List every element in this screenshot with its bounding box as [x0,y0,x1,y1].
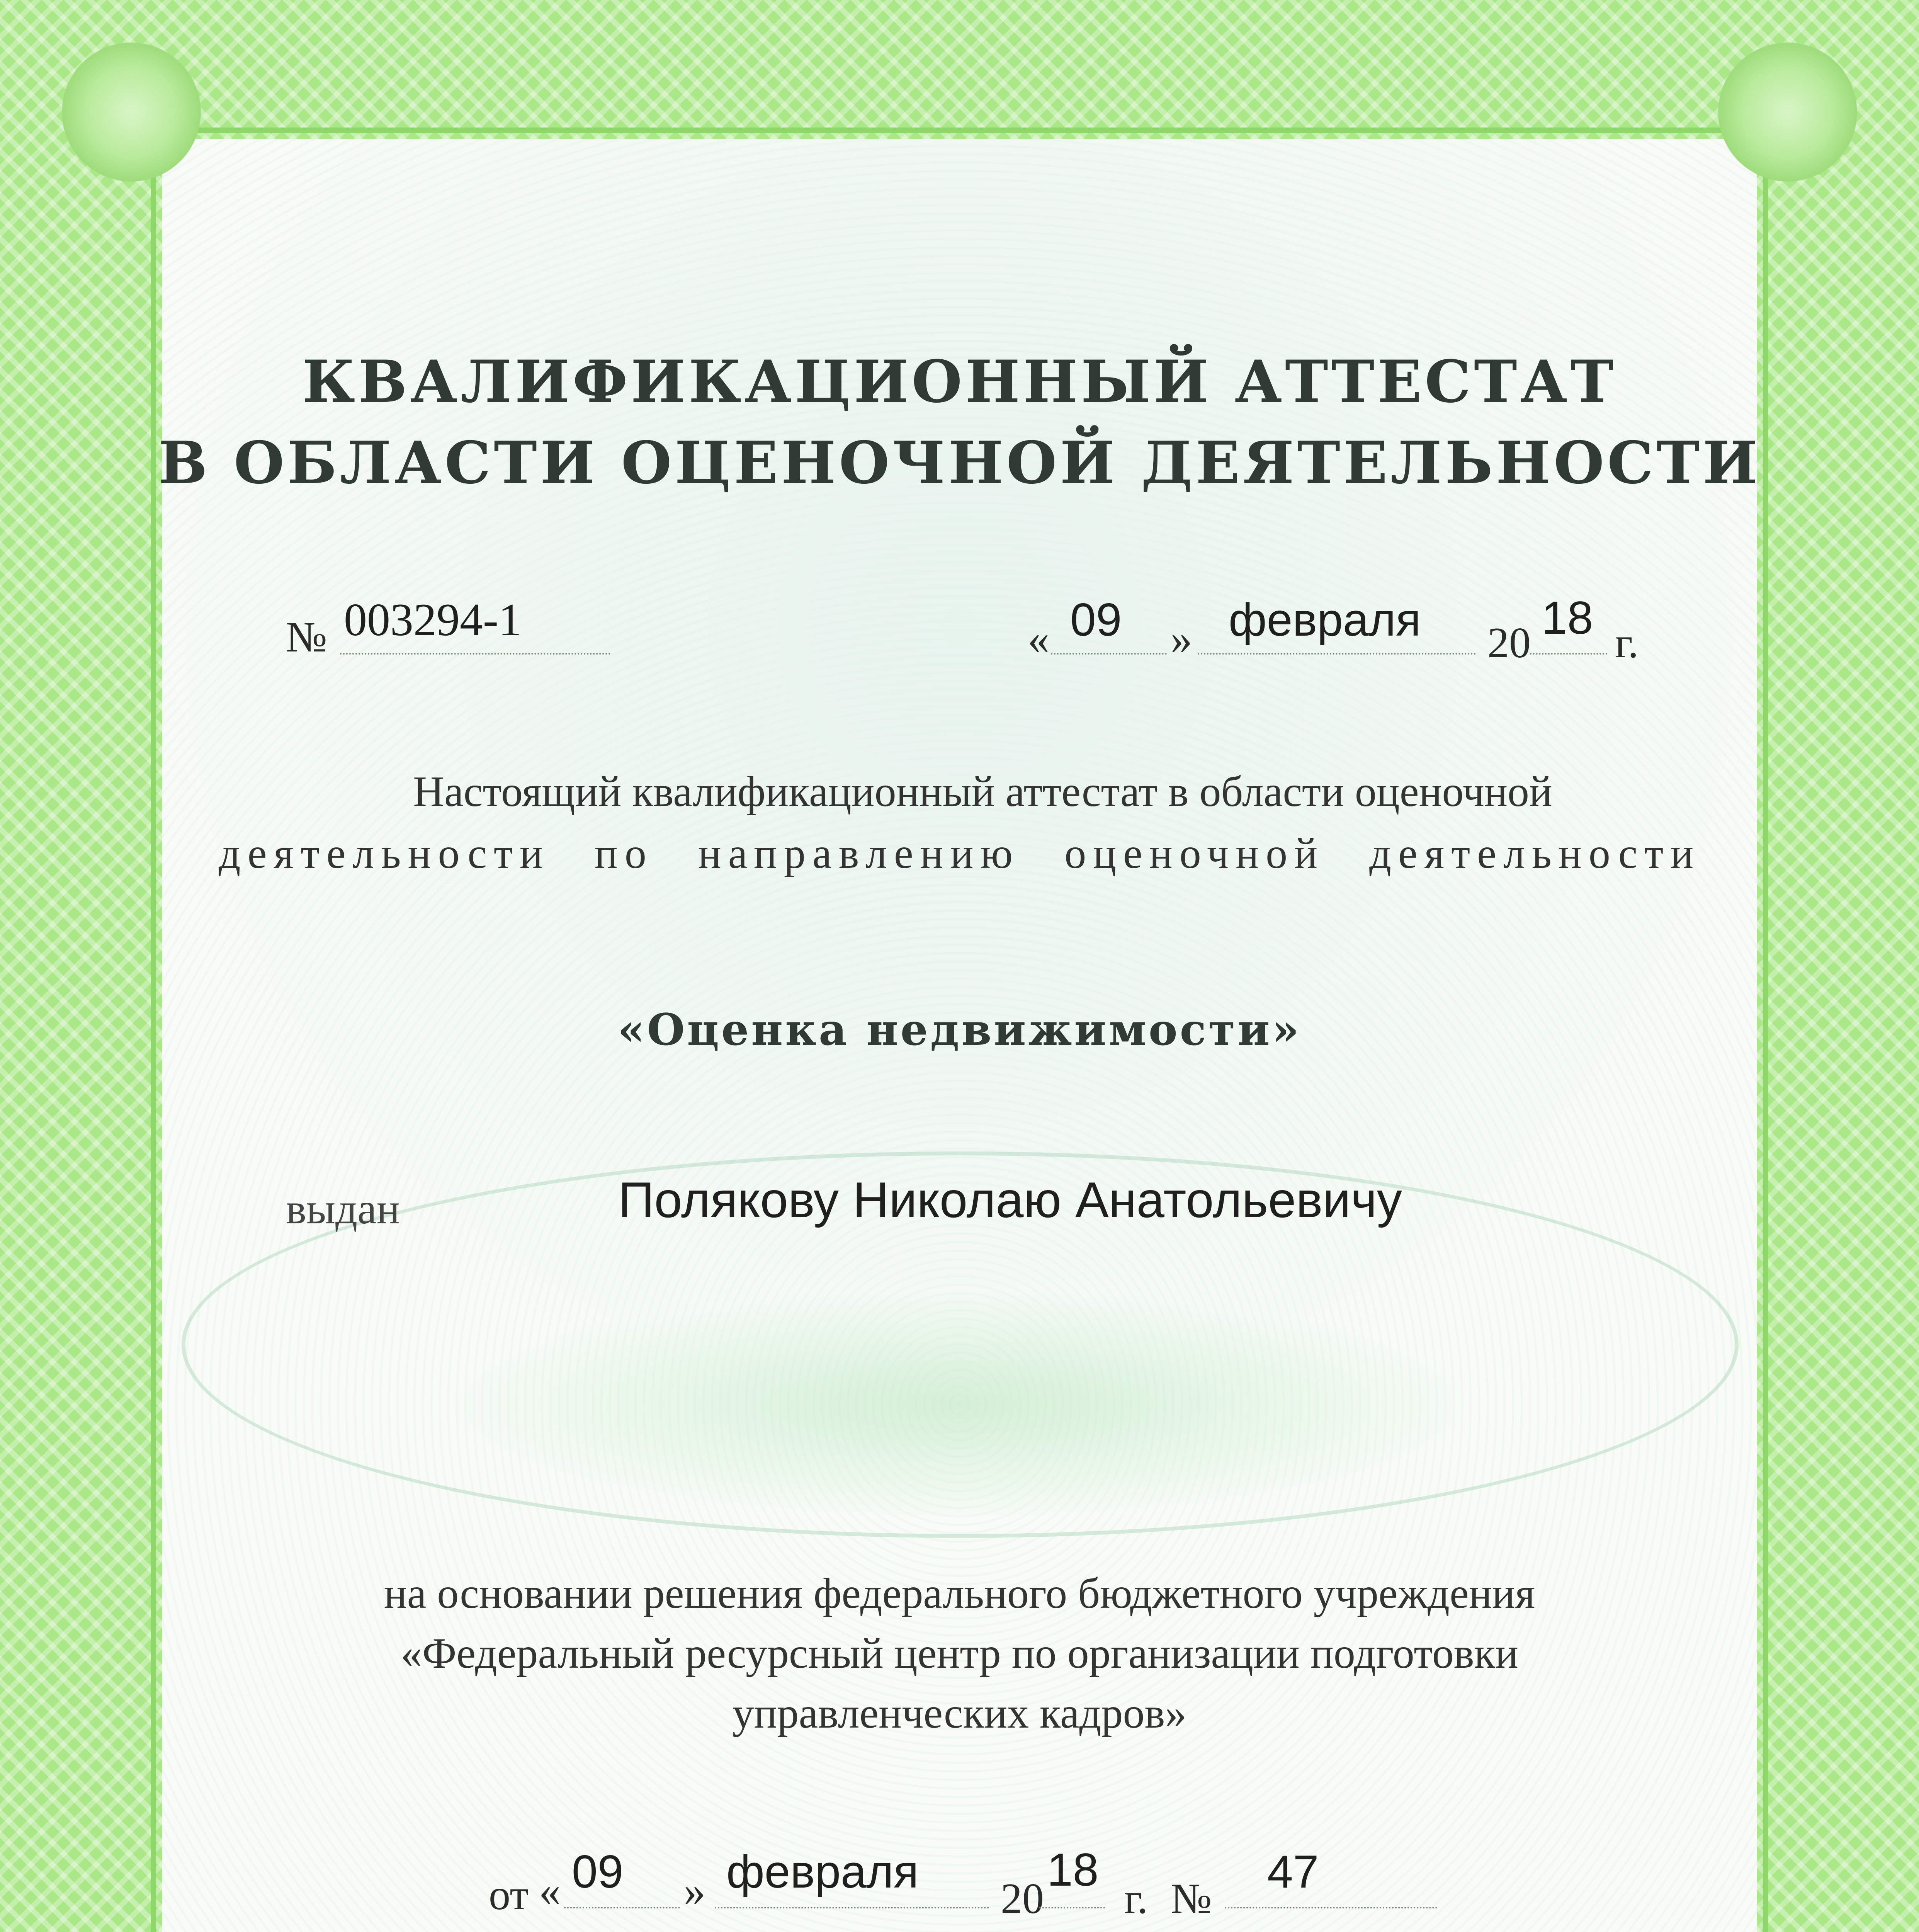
assessment-direction: «Оценка недвижимости» [617,1005,1302,1055]
corner-ornament-top-left [62,43,201,182]
issued-label: выдан [286,1185,400,1233]
decision-from-label: от [489,1871,529,1919]
date-month: февраля [1229,594,1421,646]
basis-line-3: управленческих кадров» [732,1689,1187,1737]
intro-line-1: Настоящий квалификационный аттестат в области оценочной [413,768,1552,816]
date-day-underline [1051,653,1167,655]
decision-year-underline [1039,1907,1105,1908]
date-year-label: г. [1615,619,1639,667]
date-year-prefix: 20 [1487,619,1531,667]
decision-number-underline [1225,1907,1437,1908]
title-line-1: КВАЛИФИКАЦИОННЫЙ АТТЕСТАТ [302,348,1617,416]
decision-day-underline [564,1907,680,1908]
number-underline [340,653,610,655]
decision-number: 47 [1267,1846,1319,1898]
date-year-underline [1530,653,1607,655]
decision-close-quote: » [684,1867,705,1915]
date-year-suffix: 18 [1542,592,1593,644]
corner-ornament-top-right [1718,43,1857,182]
decision-open-quote: « [539,1867,561,1915]
certificate-number: 003294-1 [344,594,522,645]
date-day: 09 [1070,594,1122,646]
date-month-underline [1198,653,1476,655]
decision-number-label: № [1171,1875,1212,1923]
basis-line-2: «Федеральный ресурсный центр по организации подготовки [401,1629,1518,1677]
decision-year-prefix: 20 [1001,1875,1044,1923]
decision-month-underline [715,1907,989,1908]
number-label: № [286,613,327,661]
basis-line-1: на основании решения федерального бюджетного учреждения [384,1570,1535,1617]
holder-name: Полякову Николаю Анатольевичу [618,1172,1402,1228]
date-close-quote: » [1171,615,1192,663]
director-signature [514,1924,1383,1932]
decision-day: 09 [572,1846,624,1898]
intro-line-2: деятельности по направлению оценочной деятельности [218,830,1701,878]
decision-month: февраля [726,1846,919,1898]
title-line-2: В ОБЛАСТИ ОЦЕНОЧНОЙ ДЕЯТЕЛЬНОСТИ [158,429,1761,497]
decision-year-label: г. [1124,1875,1148,1923]
date-open-quote: « [1028,615,1049,663]
decision-year-suffix: 18 [1047,1844,1099,1896]
